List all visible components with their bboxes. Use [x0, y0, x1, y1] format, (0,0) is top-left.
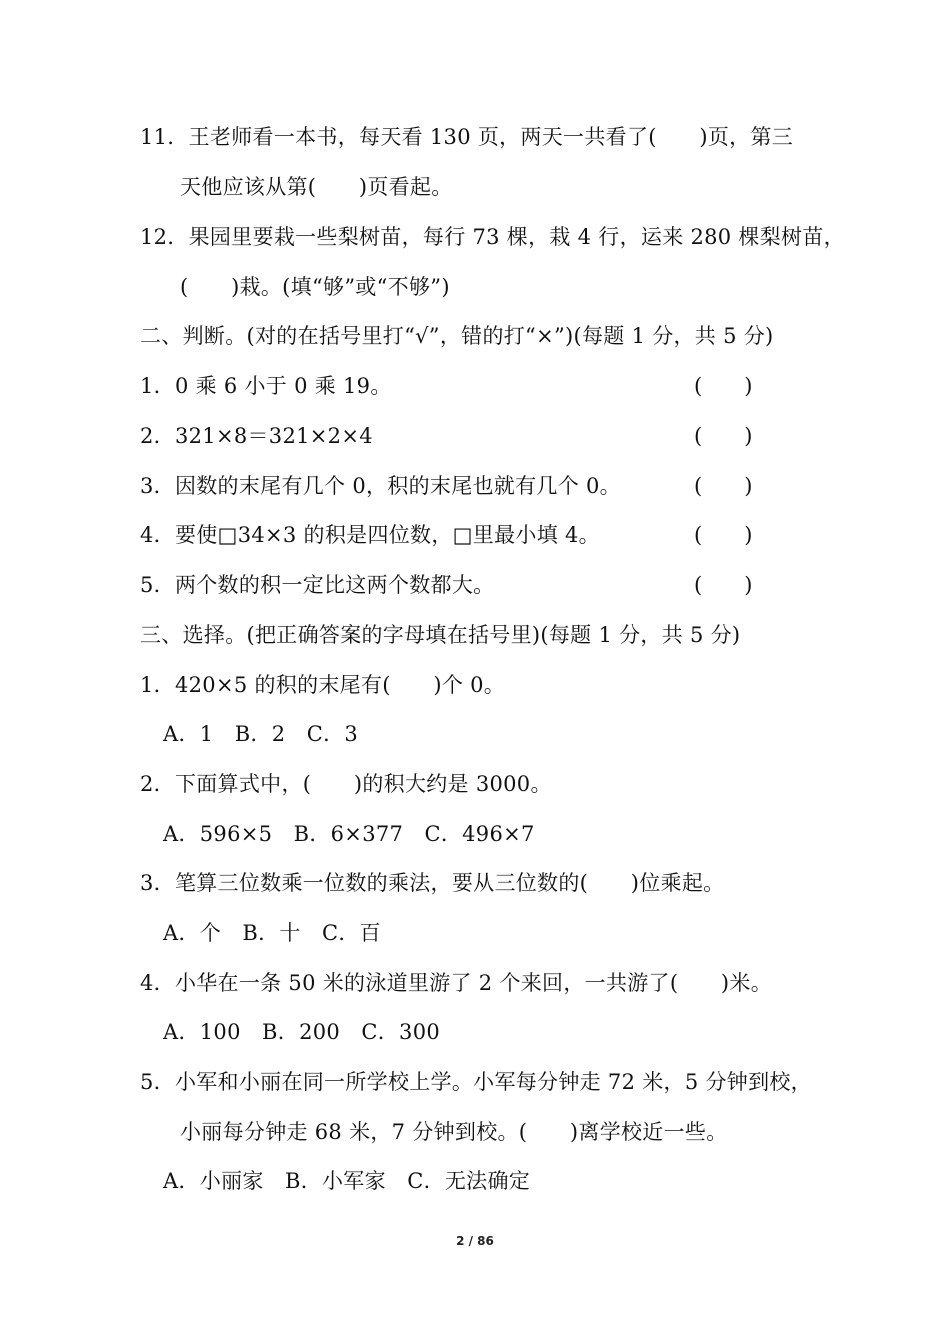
section-judge-heading: 二、判断。(对的在括号里打“√”，错的打“×”)(每题 1 分，共 5 分)	[140, 324, 774, 348]
choice-q5-stem-line-1: 5．小军和小丽在同一所学校上学。小军每分钟走 72 米，5 分钟到校，	[140, 1070, 812, 1094]
choice-q5-stem-line-2: 小丽每分钟走 68 米，7 分钟到校。( )离学校近一些。	[180, 1120, 728, 1144]
judge-item-3: 3．因数的末尾有几个 0，积的末尾也就有几个 0。	[140, 474, 621, 498]
judge-answer-blank-4: ( )	[694, 523, 753, 547]
judge-item-4: 4．要使□34×3 的积是四位数，□里最小填 4。	[140, 523, 600, 547]
judge-answer-blank-2: ( )	[694, 424, 753, 448]
judge-answer-blank-3: ( )	[694, 474, 753, 498]
judge-answer-blank-1: ( )	[694, 374, 753, 398]
choice-q4-options: A．100 B．200 C．300	[163, 1020, 441, 1044]
choice-q3-stem: 3．笔算三位数乘一位数的乘法，要从三位数的( )位乘起。	[140, 871, 725, 895]
question-12-line-1: 12．果园里要栽一些梨树苗，每行 73 棵，栽 4 行，运来 280 棵梨树苗，	[140, 225, 845, 249]
question-11-line-2: 天他应该从第( )页看起。	[180, 175, 453, 199]
section-choice-heading: 三、选择。(把正确答案的字母填在括号里)(每题 1 分，共 5 分)	[140, 623, 741, 647]
choice-q1-stem: 1．420×5 的积的末尾有( )个 0。	[140, 673, 506, 697]
judge-item-1: 1．0 乘 6 小于 0 乘 19。	[140, 374, 392, 398]
judge-answer-blank-5: ( )	[694, 573, 753, 597]
judge-item-2: 2．321×8＝321×2×4	[140, 424, 373, 448]
page-number-indicator: 2 / 86	[456, 1234, 494, 1248]
choice-q2-stem: 2．下面算式中，( )的积大约是 3000。	[140, 772, 552, 796]
question-12-line-2: ( )栽。(填“够”或“不够”)	[180, 275, 450, 299]
choice-q3-options: A．个 B．十 C．百	[163, 921, 381, 945]
judge-item-5: 5．两个数的积一定比这两个数都大。	[140, 573, 495, 597]
choice-q1-options: A．1 B．2 C．3	[163, 722, 359, 746]
choice-q2-options: A．596×5 B．6×377 C．496×7	[163, 822, 535, 846]
choice-q5-options: A．小丽家 B．小军家 C．无法确定	[163, 1169, 531, 1193]
question-11-line-1: 11．王老师看一本书，每天看 130 页，两天一共看了( )页，第三	[140, 125, 794, 149]
choice-q4-stem: 4．小华在一条 50 米的泳道里游了 2 个来回，一共游了( )米。	[140, 971, 773, 995]
